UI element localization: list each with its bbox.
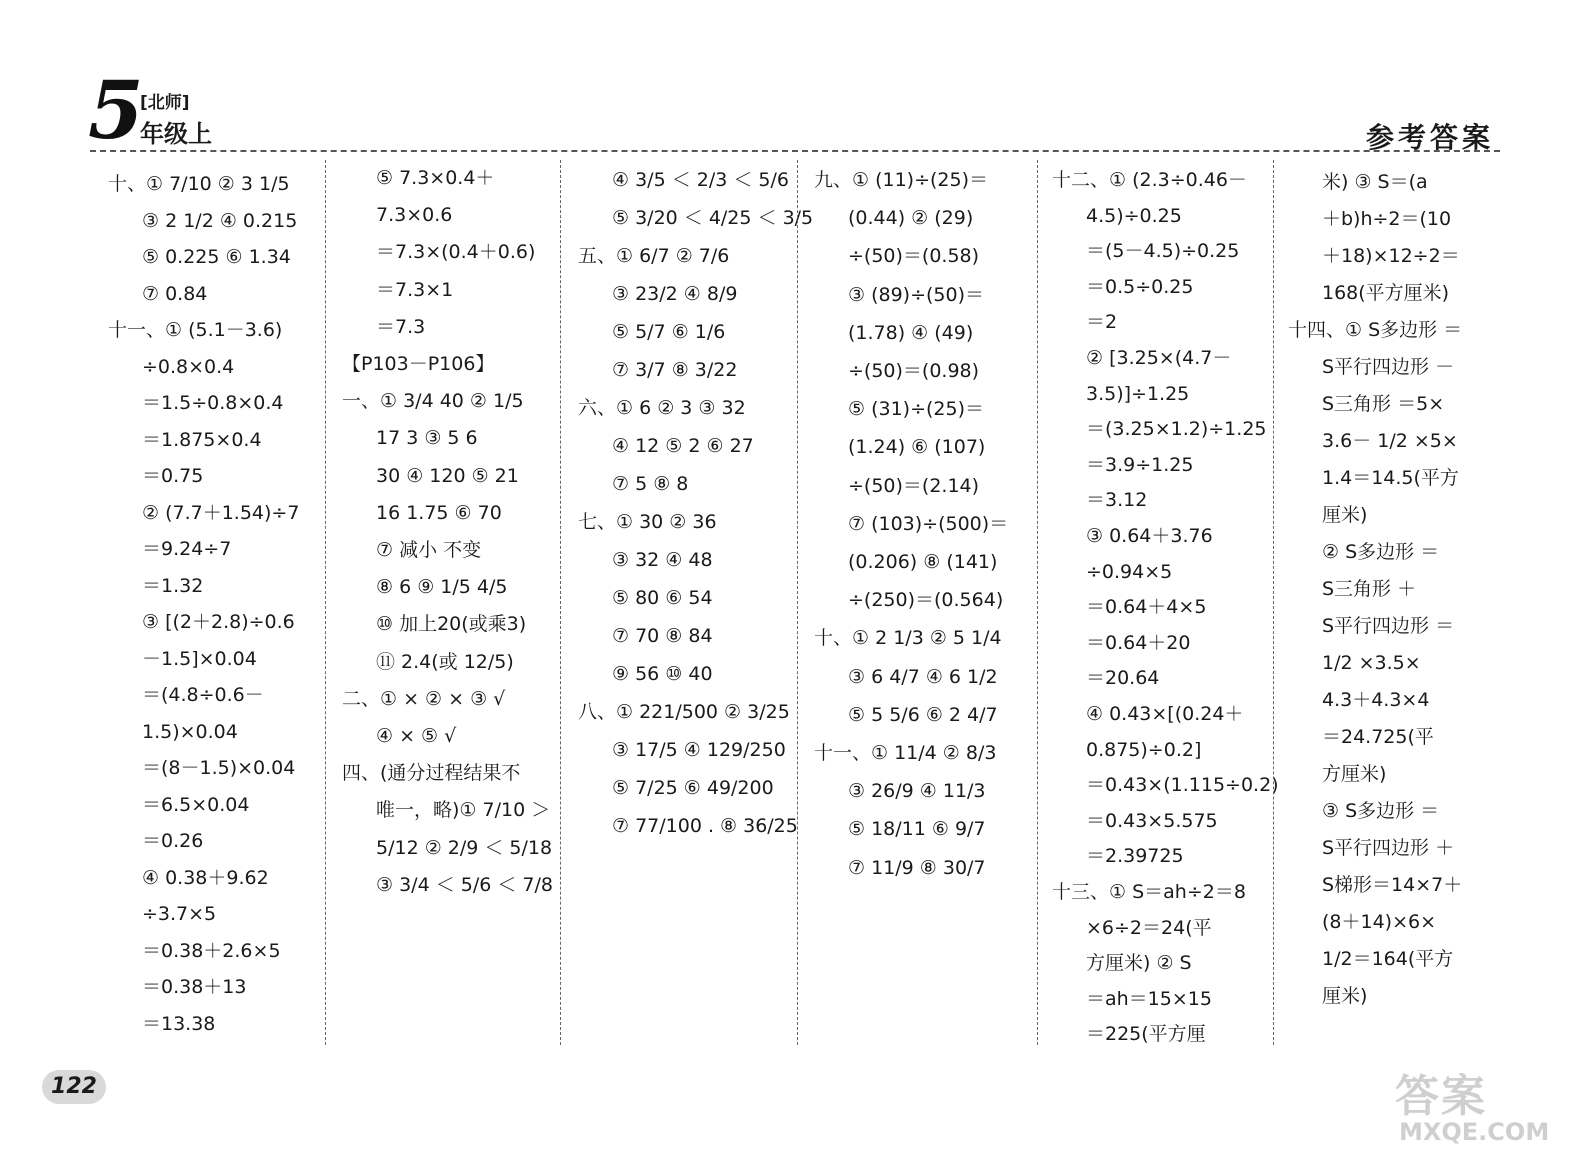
answer-line: 1/2＝164(平方: [1322, 948, 1454, 970]
answer-line: ⑧ 6 ⑨ 1/5 4/5: [376, 576, 508, 599]
answer-line: 厘米): [1322, 985, 1368, 1007]
answer-line: S三角形 ＝5×: [1322, 393, 1445, 415]
answer-line: ÷0.94×5: [1086, 560, 1173, 583]
answer-line: ＝0.64＋4×5: [1086, 596, 1207, 619]
answer-line: (1.24) ⑥ (107): [848, 436, 986, 459]
column-divider: [1273, 160, 1274, 1045]
watermark-url: MXQE.COM: [1399, 1118, 1550, 1146]
answer-column-6: [1288, 158, 1503, 1048]
answer-line: (0.206) ⑧ (141): [848, 551, 998, 573]
answer-line: ⑤ (31)÷(25)＝: [848, 398, 984, 421]
answer-line: ⑦ 减小 不变: [376, 539, 482, 561]
answer-line: ③ S多边形 ＝: [1322, 800, 1440, 822]
answer-line: ⑦ 5 ⑧ 8: [612, 473, 689, 495]
answer-line: ⑤ 80 ⑥ 54: [612, 587, 713, 609]
answer-line: ④ × ⑤ √: [376, 725, 457, 747]
answer-line: ③ (89)÷(50)＝: [848, 283, 984, 306]
answer-line: (8＋14)×6×: [1322, 911, 1437, 933]
answer-column-5: [1052, 158, 1279, 1048]
page-title: 参考答案: [1365, 121, 1494, 154]
answer-line: ÷(50)＝(0.98): [848, 360, 980, 382]
answer-line: ⑤ 5 5/6 ⑥ 2 4/7: [848, 703, 998, 726]
answer-line: ④ 0.43×[(0.24＋: [1086, 703, 1244, 725]
answer-line: ③ 17/5 ④ 129/250: [612, 739, 786, 761]
answer-line: ⑪ 2.4(或 12/5): [376, 650, 514, 673]
answer-line: ＝24.725(平: [1322, 726, 1434, 748]
column-divider: [797, 160, 798, 1045]
answer-line: ＝9.24÷7: [142, 538, 232, 560]
answer-line: ÷(50)＝(2.14): [848, 474, 980, 497]
answer-line: 168(平方厘米): [1322, 282, 1450, 304]
answer-line: ＝0.38＋2.6×5: [142, 939, 281, 962]
answer-line: 5/12 ② 2/9 ＜ 5/18: [376, 836, 553, 859]
answer-line: 7.3×0.6: [376, 204, 453, 227]
answer-line: ⑦ 11/9 ⑧ 30/7: [848, 856, 986, 879]
answer-line: 十二、① (2.3÷0.46－: [1052, 169, 1247, 191]
answer-line: ④ 0.38＋9.62: [142, 866, 269, 889]
answer-line: 4.5)÷0.25: [1086, 204, 1182, 227]
answer-line: 厘米): [1322, 504, 1368, 526]
answer-line: ⑦ 3/7 ⑧ 3/22: [612, 359, 738, 381]
answer-line: 1/2 ×3.5×: [1322, 652, 1421, 674]
answer-line: ＝0.38＋13: [142, 976, 247, 998]
answer-line: ⑤ 0.225 ⑥ 1.34: [142, 246, 291, 268]
answer-line: ×6÷2＝24(平: [1086, 916, 1212, 939]
answer-line: 3.5)]÷1.25: [1086, 382, 1190, 405]
answer-line: 17 3 ③ 5 6: [376, 427, 478, 450]
answer-line: 十四、① S多边形 ＝: [1288, 319, 1463, 341]
answer-line: ＋18)×12÷2＝: [1322, 245, 1460, 267]
answer-line: ＝3.12: [1086, 489, 1148, 512]
answer-line: ③ 6 4/7 ④ 6 1/2: [848, 665, 998, 688]
answer-line: ③ 0.64＋3.76: [1086, 525, 1213, 547]
answer-line: ＋b)h÷2＝(10: [1322, 208, 1452, 230]
answer-line: ＝(3.25×1.2)÷1.25: [1086, 418, 1267, 441]
answer-line: ＝7.3×1: [376, 278, 454, 301]
answer-line: ③ 2 1/2 ④ 0.215: [142, 209, 298, 232]
answer-line: (0.44) ② (29): [848, 207, 974, 230]
answer-line: S梯形＝14×7＋: [1322, 874, 1463, 896]
answer-line: ⑤ 3/20 ＜ 4/25 ＜ 3/5: [612, 207, 814, 229]
grade-label: 年级上: [140, 120, 212, 148]
answer-line: ÷0.8×0.4: [142, 355, 235, 378]
answer-line: ＝0.26: [142, 830, 204, 852]
edition-tag: [北师]: [140, 93, 190, 113]
grade-logo: [88, 63, 228, 157]
answer-line: ② S多边形 ＝: [1322, 541, 1440, 563]
answer-line: 0.875)÷0.2]: [1086, 738, 1202, 761]
answer-line: ⑤ 18/11 ⑥ 9/7: [848, 818, 986, 841]
answer-line: ⑤ 7.3×0.4＋: [376, 167, 495, 189]
answer-line: ＝(8－1.5)×0.04: [142, 757, 296, 779]
answer-line: 3.6－ 1/2 ×5×: [1322, 430, 1458, 452]
answer-column-4: [814, 158, 1034, 1048]
answer-line: 十三、① S＝ah÷2＝8: [1052, 881, 1246, 903]
answer-line: ⑤ 5/7 ⑥ 1/6: [612, 321, 726, 343]
column-divider: [325, 160, 326, 1045]
answer-line: 二、① × ② × ③ √: [342, 687, 506, 710]
answer-line: ＝1.32: [142, 574, 204, 597]
answer-line: ＝225(平方厘: [1086, 1023, 1206, 1046]
answer-line: ＝0.43×(1.115÷0.2): [1086, 774, 1279, 797]
answer-line: 十一、① 11/4 ② 8/3: [814, 742, 997, 764]
watermark: [1395, 1060, 1565, 1150]
answer-line: 九、① (11)÷(25)＝: [814, 169, 988, 191]
answer-line: ＝1.875×0.4: [142, 428, 262, 451]
answer-line: ④ 3/5 ＜ 2/3 ＜ 5/6: [612, 169, 789, 191]
answer-line: ⑦ 77/100 . ⑧ 36/25: [612, 815, 798, 837]
answer-line: S平行四边形 ＋: [1322, 837, 1455, 859]
answer-line: ⑤ 7/25 ⑥ 49/200: [612, 777, 774, 799]
answer-line: S平行四边形 ＝: [1322, 615, 1455, 637]
answer-line: ＝20.64: [1086, 667, 1160, 690]
answer-line: 【P103－P106】: [342, 353, 495, 375]
answer-line: 一、① 3/4 40 ② 1/5: [342, 390, 524, 413]
answer-line: 方厘米): [1322, 763, 1387, 785]
answer-line: ＝0.64＋20: [1086, 631, 1191, 654]
column-divider: [560, 160, 561, 1045]
answer-line: 十一、① (5.1－3.6): [108, 319, 283, 341]
watermark-text: 答案: [1395, 1071, 1487, 1122]
answer-line: S三角形 ＋: [1322, 578, 1417, 600]
answer-line: ③ [(2＋2.8)÷0.6: [142, 611, 295, 633]
answer-line: ＝7.3: [376, 315, 426, 338]
answer-line: S平行四边形 －: [1322, 356, 1455, 378]
answer-line: 六、① 6 ② 3 ③ 32: [578, 397, 746, 419]
answer-line: ＝2: [1086, 311, 1118, 334]
answer-line: ÷(50)＝(0.58): [848, 245, 980, 268]
answer-line: ③ 23/2 ④ 8/9: [612, 283, 738, 305]
answer-line: 五、① 6/7 ② 7/6: [578, 245, 730, 267]
answer-line: ÷(250)＝(0.564): [848, 589, 1004, 612]
answer-line: 十、① 7/10 ② 3 1/5: [108, 173, 290, 195]
answer-line: ⑨ 56 ⑩ 40: [612, 663, 713, 685]
answer-line: ⑦ (103)÷(500)＝: [848, 512, 1009, 535]
answer-line: ＝2.39725: [1086, 845, 1184, 868]
answer-line: 16 1.75 ⑥ 70: [376, 501, 502, 524]
answer-line: 七、① 30 ② 36: [578, 511, 717, 533]
answer-column-3: [578, 158, 814, 1048]
answer-line: ③ 26/9 ④ 11/3: [848, 780, 986, 803]
answer-line: 方厘米) ② S: [1086, 952, 1192, 975]
answer-line: ＝(5－4.5)÷0.25: [1086, 240, 1240, 263]
answer-line: 唯一，略)① 7/10 ＞: [376, 799, 551, 822]
answer-line: ＝13.38: [142, 1012, 216, 1035]
answer-line: ＝1.5÷0.8×0.4: [142, 392, 284, 414]
column-divider: [1037, 160, 1038, 1045]
answer-line: ② (7.7＋1.54)÷7: [142, 501, 300, 524]
answer-line: 1.5)×0.04: [142, 720, 238, 743]
answer-line: ＝3.9÷1.25: [1086, 453, 1194, 476]
header-divider: [90, 150, 1500, 152]
answer-line: 30 ④ 120 ⑤ 21: [376, 464, 519, 487]
answer-line: ＝7.3×(0.4＋0.6): [376, 241, 536, 264]
answer-line: ⑩ 加上20(或乘3): [376, 613, 527, 636]
answer-line: ② [3.25×(4.7－: [1086, 347, 1232, 369]
answer-line: 四、(通分过程结果不: [342, 762, 521, 785]
answer-line: ＝0.43×5.575: [1086, 809, 1218, 832]
answer-line: －1.5]×0.04: [142, 647, 257, 670]
answer-line: 4.3＋4.3×4: [1322, 689, 1430, 711]
answer-line: ＝0.5÷0.25: [1086, 275, 1194, 298]
answer-line: ⑦ 0.84: [142, 282, 208, 305]
answer-line: ＝6.5×0.04: [142, 793, 250, 816]
answer-line: ⑦ 70 ⑧ 84: [612, 625, 713, 647]
page-number: 122: [42, 1070, 106, 1104]
answer-line: ③ 3/4 ＜ 5/6 ＜ 7/8: [376, 873, 553, 896]
answer-line: 1.4＝14.5(平方: [1322, 467, 1459, 489]
answer-line: ＝ah＝15×15: [1086, 987, 1212, 1010]
answer-line: 十、① 2 1/3 ② 5 1/4: [814, 627, 1002, 650]
answer-line: ÷3.7×5: [142, 903, 217, 925]
answer-line: (1.78) ④ (49): [848, 321, 974, 344]
answer-line: ＝0.75: [142, 465, 204, 487]
answer-line: 米) ③ S＝(a: [1322, 171, 1428, 193]
answer-line: ③ 32 ④ 48: [612, 549, 713, 571]
answer-line: ＝(4.8÷0.6－: [142, 684, 264, 706]
grade-digit: 5: [88, 63, 144, 157]
answer-column-1: [108, 158, 323, 1048]
answer-line: 八、① 221/500 ② 3/25: [578, 701, 790, 723]
answer-line: ④ 12 ⑤ 2 ⑥ 27: [612, 435, 754, 457]
answer-column-2: [342, 158, 557, 1048]
